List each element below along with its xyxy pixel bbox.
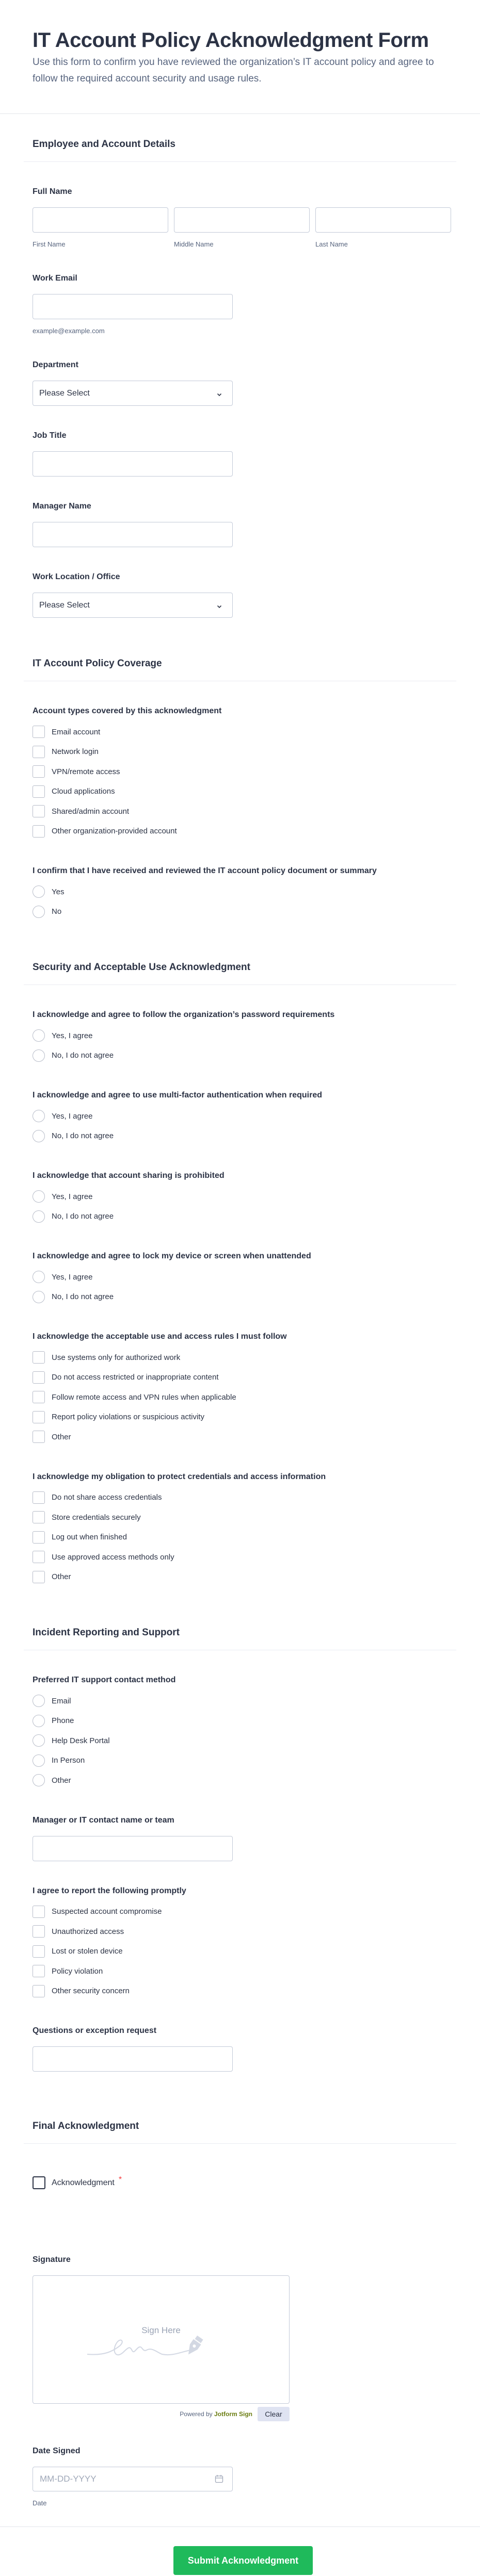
name-column [174,207,310,249]
full-name-inputs [33,207,447,249]
field-questions-or-exception-request [33,2026,447,2072]
field-i-acknowledge-and-agree-to-lock-my-devic [33,1251,447,1307]
radio-button[interactable] [33,1271,45,1283]
checkbox[interactable] [33,1511,45,1523]
select-value: Please Select [39,389,90,398]
checkbox[interactable] [33,1965,45,1977]
field-date-signed [33,2446,447,2507]
option-label: Phone [52,1716,74,1726]
section-heading: Incident Reporting and Support [24,1627,456,1650]
option-label: Follow remote access and VPN rules when applicable [52,1392,236,1402]
checkbox-group [33,1488,447,1587]
acknowledgment-checkbox-field[interactable] [33,2176,447,2189]
field-label: I agree to report the following promptly [33,1886,186,1895]
option-label: Yes, I agree [52,1111,93,1121]
option-label: Yes, I agree [52,1031,93,1040]
field-i-acknowledge-my-obligation-to-protect-c [33,1472,447,1587]
acknowledgment-checkbox[interactable] [33,2176,45,2189]
job-title-input[interactable] [33,451,233,477]
select-value: Please Select [39,601,90,610]
required-asterisk: * [118,2175,122,2184]
field-label: Manager Name [33,502,91,511]
checkbox[interactable] [33,1985,45,1997]
checkbox-option[interactable] [33,762,447,782]
powered-by-text [180,2410,252,2418]
checkbox-option[interactable] [33,801,447,822]
section-heading: Security and Acceptable Use Acknowledgment [24,961,456,985]
checkbox[interactable] [33,726,45,738]
field-i-confirm-that-i-have-received-and-revie [33,866,447,922]
field-i-acknowledge-the-acceptable-use-and-acc [33,1332,447,1447]
field-label: Work Location / Office [33,572,120,581]
field-sublabel: example@example.com [33,327,105,335]
radio-group [33,1267,447,1307]
middle-name-input[interactable] [174,207,310,233]
radio-button[interactable] [33,1291,45,1303]
form-title: IT Account Policy Acknowledgment Form [33,29,429,52]
checkbox-option[interactable] [33,822,447,842]
checkbox-option[interactable] [33,1368,447,1388]
radio-button[interactable] [33,885,45,898]
option-label: Shared/admin account [52,807,130,816]
checkbox[interactable] [33,825,45,838]
field-work-email [33,273,447,335]
checkbox-group [33,1902,447,2001]
questions-or-exception-request-input[interactable] [33,2046,233,2072]
option-label: VPN/remote access [52,767,120,776]
checkbox-option[interactable] [33,722,447,742]
date-placeholder: MM-DD-YYYY [40,2474,97,2484]
checkbox[interactable] [33,765,45,778]
checkbox-option[interactable] [33,782,447,802]
checkbox[interactable] [33,1491,45,1504]
checkbox-option[interactable] [33,1427,447,1447]
date-input[interactable] [33,2467,233,2491]
checkbox-option[interactable] [33,1348,447,1368]
field-label: Questions or exception request [33,2026,157,2035]
checkbox[interactable] [33,1351,45,1364]
option-label: No, I do not agree [52,1292,114,1302]
radio-option[interactable] [33,882,447,902]
option-label: Unauthorized access [52,1927,124,1936]
radio-option[interactable] [33,1106,447,1126]
option-label: Cloud applications [52,787,115,796]
checkbox-option[interactable] [33,1567,447,1587]
name-column [33,207,168,249]
option-label: Use approved access methods only [52,1552,174,1562]
option-label: In Person [52,1756,85,1765]
radio-option[interactable] [33,902,447,922]
radio-button[interactable] [33,1715,45,1727]
checkbox[interactable] [33,1906,45,1918]
option-label: Yes [52,887,65,896]
field-label: I acknowledge the acceptable use and access rules I must follow [33,1332,287,1341]
field-label: I acknowledge and agree to follow the organization’s password requirements [33,1010,335,1019]
radio-option[interactable] [33,1207,447,1227]
radio-button[interactable] [33,1130,45,1142]
option-label: Store credentials securely [52,1513,141,1522]
field-label: I acknowledge my obligation to protect credentials and access information [33,1472,326,1481]
work-email-input[interactable] [33,294,233,319]
powered-by-label: Powered by [180,2410,213,2418]
field-department [33,360,447,406]
field-i-agree-to-report-the-following-promptly [33,1886,447,2001]
option-label: Report policy violations or suspicious activity [52,1413,204,1422]
option-label: Other [52,1572,71,1582]
radio-button[interactable] [33,1210,45,1223]
field-label: Manager or IT contact name or team [33,1815,174,1825]
option-label: No, I do not agree [52,1051,114,1060]
option-label: Help Desk Portal [52,1736,110,1745]
option-label: Policy violation [52,1966,103,1976]
radio-group [33,882,447,922]
field-account-types-covered-by-this-acknowledg [33,706,447,841]
radio-group [33,1026,447,1065]
calendar-icon[interactable] [215,2474,223,2486]
radio-button[interactable] [33,1734,45,1747]
field-label: Date Signed [33,2447,81,2455]
middle-name-sublabel: Middle Name [174,240,214,248]
section-heading: IT Account Policy Coverage [24,658,456,681]
option-label: No, I do not agree [52,1212,114,1221]
radio-button[interactable] [33,906,45,918]
field-i-acknowledge-and-agree-to-use-multi-fac [33,1090,447,1146]
checkbox-option[interactable] [33,1528,447,1548]
field-label: Full Name [33,187,72,196]
department-select[interactable] [33,381,233,406]
field-manager-or-it-contact-name-or-team [33,1815,447,1861]
clear-signature-button[interactable]: Clear [258,2407,290,2421]
radio-option[interactable] [33,1267,447,1287]
checkbox[interactable] [33,785,45,798]
submit-button[interactable]: Submit Acknowledgment [173,2546,313,2575]
checkbox-option[interactable] [33,1922,447,1942]
field-signature [33,2255,447,2421]
section-heading: Final Acknowledgment [24,2120,456,2144]
checkbox-option[interactable] [33,1961,447,1981]
checkbox[interactable] [33,1411,45,1423]
chevron-down-icon [217,602,222,608]
checkbox[interactable] [33,1945,45,1958]
checkbox-option[interactable] [33,1407,447,1428]
checkbox-option[interactable] [33,1547,447,1567]
option-label: Do not access restricted or inappropriate content [52,1373,219,1382]
radio-button[interactable] [33,1110,45,1122]
radio-button[interactable] [33,1029,45,1042]
option-label: Email account [52,727,101,736]
radio-option[interactable] [33,1126,447,1146]
checkbox-option[interactable] [33,1981,447,2001]
checkbox[interactable] [33,1431,45,1443]
radio-option[interactable] [33,1711,447,1731]
checkbox-option[interactable] [33,1488,447,1508]
radio-group [33,1691,447,1791]
field-label: Account types covered by this acknowledgment [33,707,222,715]
checkbox[interactable] [33,1925,45,1938]
option-label: Email [52,1696,71,1705]
manager-name-input[interactable] [33,522,233,547]
radio-option[interactable] [33,1287,447,1307]
radio-button[interactable] [33,1049,45,1062]
field-i-acknowledge-and-agree-to-follow-the-or [33,1010,447,1065]
field-full-name [33,187,447,249]
checkbox-group [33,722,447,841]
checkbox-option[interactable] [33,1387,447,1407]
acknowledgment-label: Acknowledgment [52,2178,115,2187]
radio-option[interactable] [33,1770,447,1791]
date-sublabel: Date [33,2499,47,2507]
field-i-acknowledge-that-account-sharing-is-pr [33,1171,447,1226]
radio-button[interactable] [33,1754,45,1767]
last-name-input[interactable] [315,207,451,233]
checkbox-option[interactable] [33,742,447,762]
checkbox-option[interactable] [33,1942,447,1962]
chevron-down-icon [217,390,222,396]
checkbox[interactable] [33,1551,45,1563]
field-work-location-office [33,572,447,618]
option-label: No [52,907,62,916]
option-label: No, I do not agree [52,1131,114,1141]
form-body [24,138,456,2507]
option-label: Lost or stolen device [52,1947,123,1956]
field-job-title [33,431,447,477]
checkbox[interactable] [33,805,45,817]
first-name-sublabel: First Name [33,240,66,248]
footer-divider [0,2526,480,2527]
form-header [0,0,480,114]
radio-button[interactable] [33,1774,45,1786]
option-label: Use systems only for authorized work [52,1353,181,1362]
radio-option[interactable] [33,1691,447,1711]
checkbox[interactable] [33,1571,45,1583]
checkbox-group [33,1348,447,1447]
checkbox[interactable] [33,1391,45,1403]
last-name-sublabel: Last Name [315,240,348,248]
name-column [315,207,451,249]
option-label: Other [52,1432,71,1441]
radio-option[interactable] [33,1046,447,1066]
field-label: Work Email [33,274,77,283]
checkbox-option[interactable] [33,1507,447,1528]
radio-group [33,1106,447,1146]
radio-option[interactable] [33,1026,447,1046]
checkbox[interactable] [33,1531,45,1544]
first-name-input[interactable] [33,207,168,233]
field-label: Signature [33,2255,71,2264]
option-label: Log out when finished [52,1533,127,1542]
radio-group [33,1187,447,1226]
option-label: Other [52,1776,71,1785]
signature-pad[interactable] [33,2275,290,2404]
option-label: Do not share access credentials [52,1493,162,1502]
field-label: I acknowledge and agree to use multi-factor authentication when required [33,1091,322,1100]
option-label: Yes, I agree [52,1272,93,1282]
manager-or-it-contact-name-or-team-input[interactable] [33,1836,233,1861]
option-label: Yes, I agree [52,1192,93,1201]
radio-button[interactable] [33,1190,45,1203]
checkbox[interactable] [33,1371,45,1384]
radio-option[interactable] [33,1731,447,1751]
option-label: Network login [52,747,99,757]
option-label: Suspected account compromise [52,1907,162,1916]
sign-here-placeholder: Sign Here [141,2325,181,2335]
form-description: Use this form to confirm you have reviewed the organization’s IT account policy and agree to follow the required account security and usage rules. [33,57,434,84]
field-label: Department [33,360,78,369]
field-label: I confirm that I have received and reviewed the IT account policy document or summary [33,866,377,875]
field-label: Job Title [33,431,67,440]
option-label: Other organization-provided account [52,827,177,836]
jotform-sign-brand: Jotform Sign [214,2410,252,2418]
checkbox-option[interactable] [33,1902,447,1922]
radio-button[interactable] [33,1695,45,1707]
field-manager-name [33,501,447,547]
radio-option[interactable] [33,1751,447,1771]
field-label: I acknowledge that account sharing is prohibited [33,1171,225,1180]
field-preferred-it-support-contact-method [33,1675,447,1791]
signature-footer [33,2407,290,2421]
radio-option[interactable] [33,1187,447,1207]
section-heading: Employee and Account Details [24,138,456,162]
checkbox[interactable] [33,746,45,758]
work-location-office-select[interactable] [33,593,233,618]
option-label: Other security concern [52,1987,130,1996]
field-label: I acknowledge and agree to lock my device or screen when unattended [33,1252,311,1260]
field-label: Preferred IT support contact method [33,1676,176,1684]
